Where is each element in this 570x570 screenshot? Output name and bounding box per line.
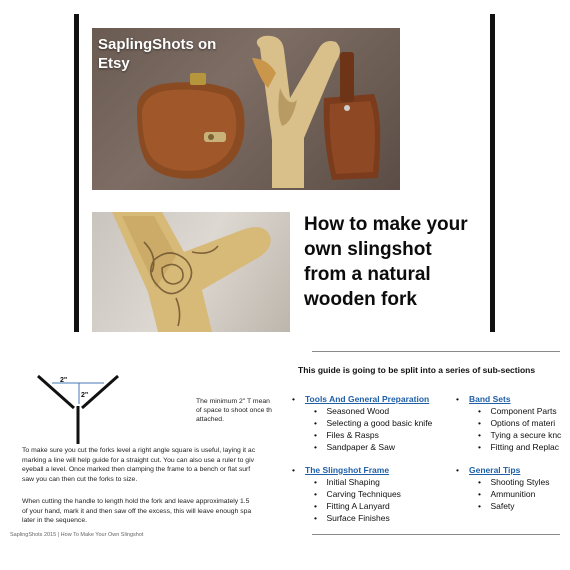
toc-subitem: • Fitting A Lanyard bbox=[314, 501, 390, 511]
toc-bottom-rule bbox=[312, 534, 560, 535]
toc-link-general-tips[interactable]: General Tips bbox=[469, 465, 521, 475]
toc-subitem: • Tying a secure knc bbox=[478, 430, 562, 440]
cover-title bbox=[304, 212, 490, 312]
instruction-line: eyeball a level. Once marked then clamping the frame to a bench or flat surf bbox=[22, 466, 251, 473]
carved-fork-illustration bbox=[92, 212, 290, 332]
toc-link-band-sets[interactable]: Band Sets bbox=[469, 394, 511, 404]
carved-fork-photo bbox=[92, 212, 290, 332]
toc-subitem: • Ammunition bbox=[478, 489, 536, 499]
toc-subitem: • Shooting Styles bbox=[478, 477, 550, 487]
toc-subitem: • Seasoned Wood bbox=[314, 406, 390, 416]
instruction-line: When cutting the handle to length hold the fork and leave approximately 1.5 bbox=[22, 498, 250, 505]
cover-right-border bbox=[490, 14, 495, 332]
toc-subitem: • Sandpaper & Saw bbox=[314, 442, 395, 452]
toc-subitem: • Files & Rasps bbox=[314, 430, 379, 440]
side-note-line: of space to shoot once th bbox=[196, 407, 272, 414]
toc-subitem: • Initial Shaping bbox=[314, 477, 380, 487]
toc-subitem: • Carving Techniques bbox=[314, 489, 401, 499]
instruction-line: marking a line will help guide for a straight cut. You can also use a ruler to giv bbox=[22, 456, 254, 464]
toc-subitem: • Selecting a good basic knife bbox=[314, 418, 433, 428]
toc-bullet: • bbox=[292, 394, 295, 404]
diagram-width-label: 2" bbox=[60, 377, 68, 384]
toc-subitem: • Component Parts bbox=[478, 406, 557, 416]
instruction-line: of your hand, mark it and then saw off the excess, this will leave enough spa bbox=[22, 507, 252, 515]
cover-title-line: How to make your bbox=[304, 214, 468, 235]
toc-subitem: • Surface Finishes bbox=[314, 513, 390, 523]
page-footer: SaplingShots 2015 | How To Make Your Own Slingshot bbox=[10, 532, 144, 538]
toc-subitem: • Options of materi bbox=[478, 418, 556, 428]
slingshot-set-photo bbox=[92, 28, 400, 190]
cover-title-line: wooden fork bbox=[304, 289, 417, 310]
side-note-line: attached. bbox=[196, 416, 224, 423]
toc-bullet: • bbox=[292, 465, 295, 475]
toc-subitem: • Fitting and Replac bbox=[478, 442, 559, 452]
toc-link-tools-and-general-preparation[interactable]: Tools And General Preparation bbox=[305, 394, 430, 404]
toc-bullet: • bbox=[456, 394, 459, 404]
side-note-line: The minimum 2" T mean bbox=[196, 398, 270, 405]
cover-left-border bbox=[74, 14, 79, 332]
instruction-line: saw you can then cut the forks to size. bbox=[22, 475, 138, 483]
toc-link-the-slingshot-frame[interactable]: The Slingshot Frame bbox=[305, 465, 390, 475]
diagram-height-label: 2" bbox=[81, 392, 89, 399]
cover-title-line: from a natural bbox=[304, 264, 431, 285]
cover-title-line: own slingshot bbox=[304, 239, 432, 260]
etsy-watermark: SaplingShots on Etsy bbox=[98, 36, 217, 72]
toc-top-rule bbox=[312, 351, 560, 352]
toc-intro: This guide is going to be split into a series of sub-sections bbox=[298, 365, 536, 375]
instruction-line: later in the sequence. bbox=[22, 517, 87, 524]
toc-subitem: • Safety bbox=[478, 501, 515, 511]
instruction-line: To make sure you cut the forks level a right angle square is useful, laying it ac bbox=[22, 447, 256, 454]
toc-bullet: • bbox=[456, 465, 459, 475]
fork-measurement-diagram bbox=[30, 368, 130, 446]
